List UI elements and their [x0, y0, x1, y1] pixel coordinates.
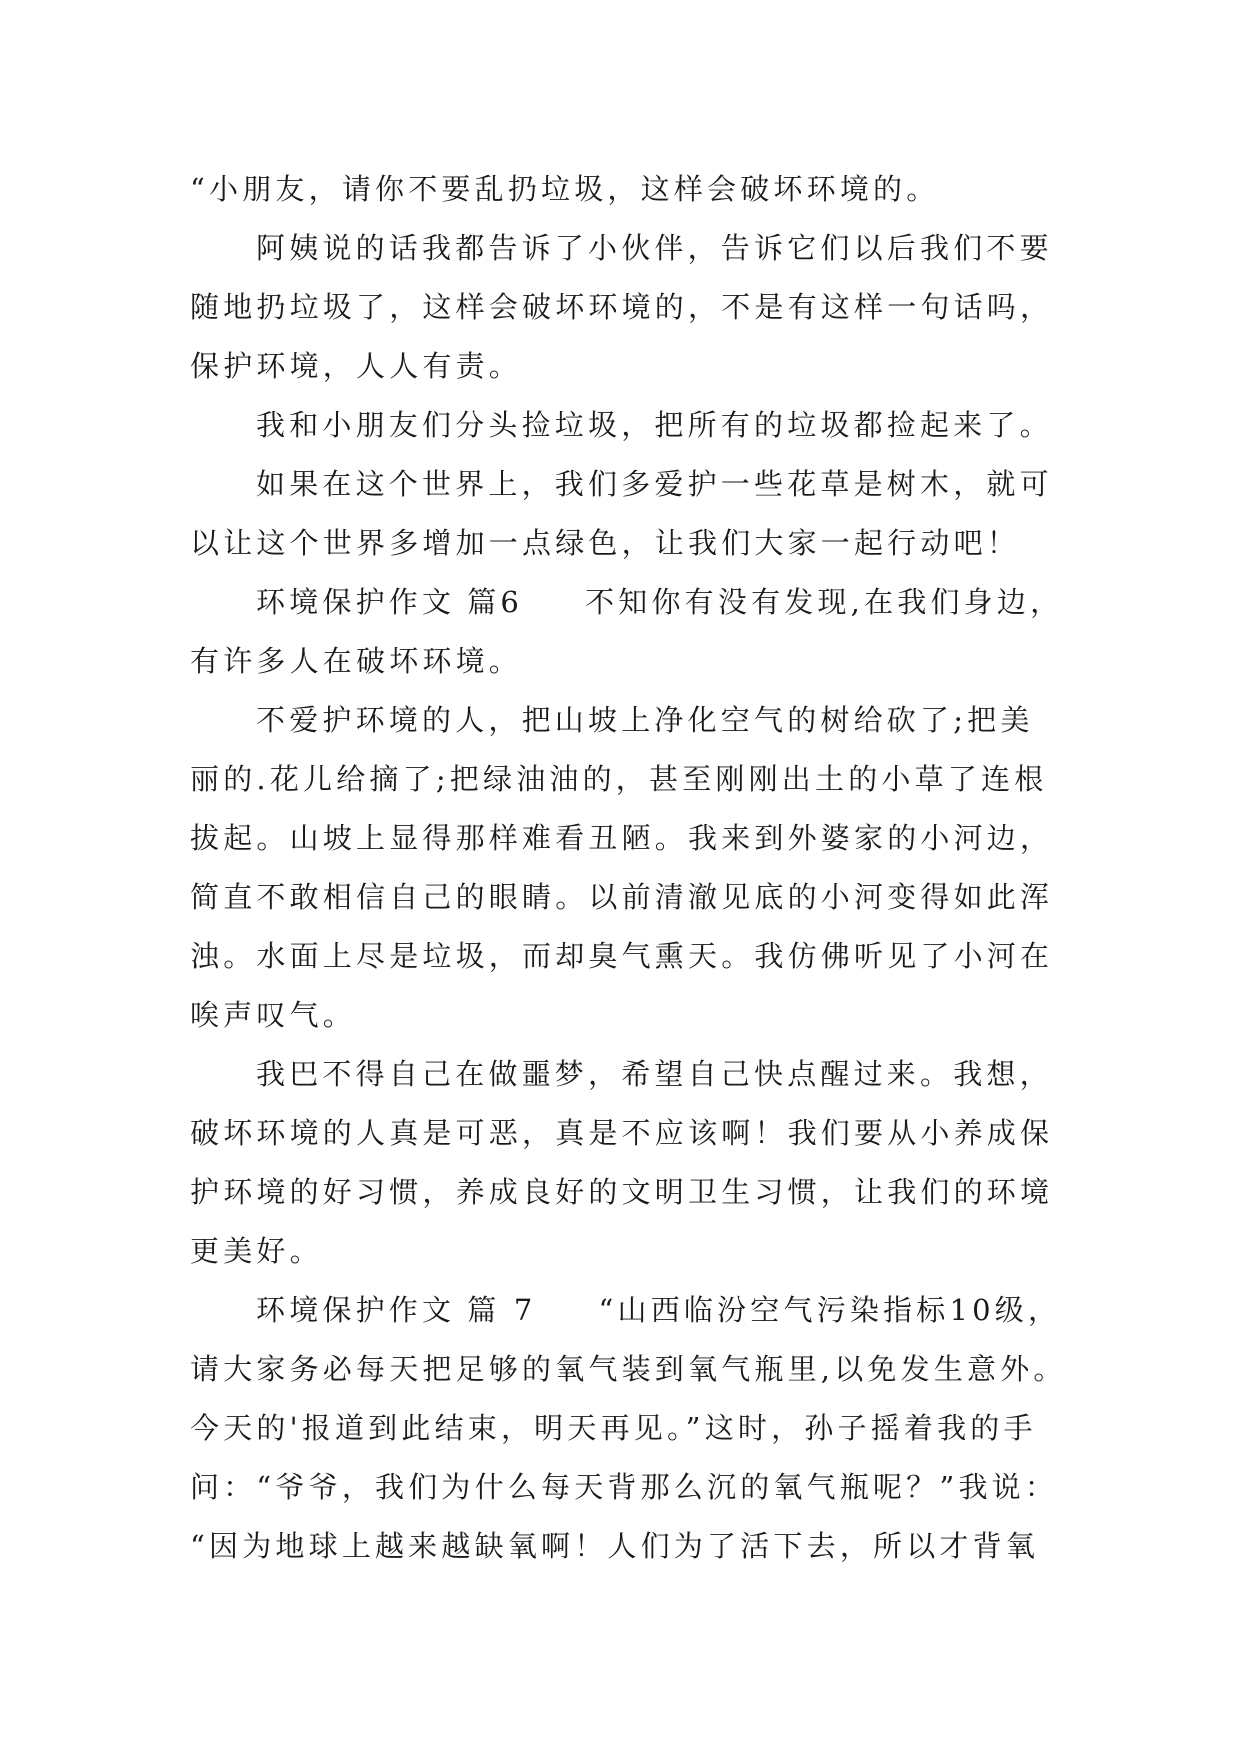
text-line: 今天的'报道到此结束，明天再见。”这时，孙子摇着我的手	[190, 1411, 1037, 1445]
text-line: 破坏环境的人真是可恶，真是不应该啊！我们要从小养成保	[190, 1116, 1054, 1150]
text-line: 问：“爷爷，我们为什么每天背那么沉的氧气瓶呢？”我说：	[190, 1470, 1059, 1504]
essay-text	[190, 160, 1090, 1576]
essay-heading-line	[190, 573, 1090, 632]
text-line: “小朋友，请你不要乱扔垃圾，这样会破坏环境的。	[190, 172, 940, 206]
essay-heading-title: 环境保护作文	[256, 585, 456, 619]
essay-heading-line	[190, 1281, 1090, 1340]
text-line: 简直不敢相信自己的眼睛。以前清澈见底的小河变得如此浑	[190, 880, 1054, 914]
text-line: 阿姨说的话我都告诉了小伙伴，告诉它们以后我们不要	[256, 231, 1053, 265]
text-line: 不知你有没有发现,在我们身边，	[585, 585, 1064, 619]
text-line: 浊。水面上尽是垃圾，而却臭气熏天。我仿佛听见了小河在	[190, 939, 1054, 973]
text-line: 我和小朋友们分头捡垃圾，把所有的垃圾都捡起来了。	[256, 408, 1053, 442]
text-line: 丽的.花儿给摘了;把绿油油的，甚至刚刚出土的小草了连根	[190, 762, 1048, 796]
text-line: 有许多人在破坏环境。	[190, 644, 523, 678]
text-line: 不爱护环境的人，把山坡上净化空气的树给砍了;把美	[256, 703, 1034, 737]
essay-heading-title: 环境保护作文	[256, 1293, 456, 1327]
text-line: 如果在这个世界上，我们多爱护一些花草是树木，就可	[256, 467, 1053, 501]
text-line: 随地扔垃圾了，这样会破坏环境的，不是有这样一句话吗，	[190, 290, 1054, 324]
text-line: 请大家务必每天把足够的氧气装到氧气瓶里,以免发生意外。	[190, 1352, 1067, 1386]
text-line: 唉声叹气。	[190, 998, 357, 1032]
text-line: “因为地球上越来越缺氧啊！人们为了活下去，所以才背氧	[190, 1529, 1040, 1563]
essay-heading-number: 篇6	[467, 585, 524, 619]
text-line: 拔起。山坡上显得那样难看丑陋。我来到外婆家的小河边，	[190, 821, 1054, 855]
text-line: 我巴不得自己在做噩梦，希望自己快点醒过来。我想，	[256, 1057, 1053, 1091]
text-line: 保护环境，人人有责。	[190, 349, 523, 383]
text-line: 更美好。	[190, 1234, 323, 1268]
essay-heading-number: 篇 7	[467, 1293, 537, 1327]
text-line: 护环境的好习惯，养成良好的文明卫生习惯，让我们的环境	[190, 1175, 1054, 1209]
text-line: “山西临汾空气污染指标10级，	[598, 1293, 1062, 1327]
text-line: 以让这个世界多增加一点绿色，让我们大家一起行动吧！	[190, 526, 1021, 560]
